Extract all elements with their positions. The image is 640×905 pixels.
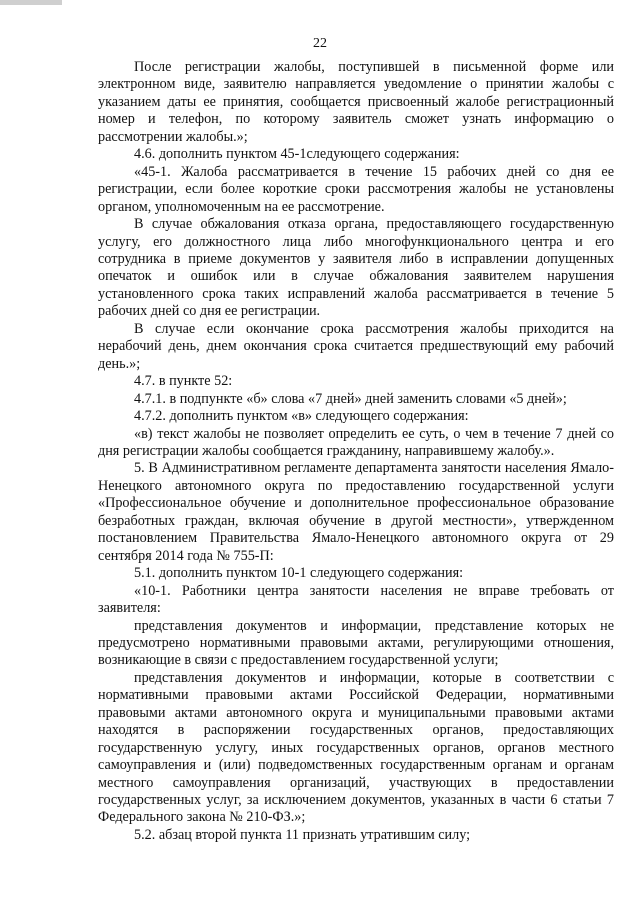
paragraph-5-1: 5.1. дополнить пунктом 10-1 следующего содержания: xyxy=(134,565,464,582)
paragraph-documents-not-required: представления документов и информации, представление которых не предусмотрено нормативными правовыми актами, регулирующими отношения, возникающие в связи с предоставлением государственной услуги; xyxy=(98,617,614,669)
paragraph-registration-notice: После регистрации жалобы, поступившей в письменной форме или электронном виде, заявителю направляется уведомление о принятии жалобы с указанием даты ее принятия, сообщается присвоенный жалобе регистрационный номер и телефон, по которому заявитель сможет узнать информацию о рассмотрении жалобы.»; xyxy=(98,59,614,145)
document-body xyxy=(98,59,614,844)
paragraph-non-working-day: В случае если окончание срока рассмотрения жалобы приходится на нерабочий день, днем окончания срока считается предшествующий ему рабочий день.»; xyxy=(98,320,614,372)
scan-corner-mark xyxy=(0,0,62,5)
paragraph-documents-in-possession: представления документов и информации, которые в соответствии с нормативными правовыми актами Российской Федерации, нормативными правовыми актами автономного округа и муниципальными правовыми актами находятся в распоряжении государственных органов, предоставляющих государственную услугу, иных государственных органов, органов местного самоуправления и (или) подведомственных государственным органам и органам местного самоуправления организаций, участвующих в предоставлении государственных услуг, за исключением документов, указанных в части 6 статьи 7 Федерального закона № 210-ФЗ.»; xyxy=(98,669,614,826)
paragraph-4-7: 4.7. в пункте 52: xyxy=(134,373,233,390)
page-number: 22 xyxy=(313,36,327,51)
paragraph-4-6: 4.6. дополнить пунктом 45-1следующего содержания: xyxy=(134,146,460,163)
paragraph-subitem-v: «в) текст жалобы не позволяет определить ее суть, о чем в течение 7 дней со дня регистрации жалобы сообщается гражданину, направившему жалобу.». xyxy=(98,425,614,459)
paragraph-45-1: «45-1. Жалоба рассматривается в течение 15 рабочих дней со дня ее регистрации, если более короткие сроки рассмотрения жалобы не установлены органом, уполномоченным на ее рассмотрение. xyxy=(98,163,614,215)
paragraph-appeal-refusal: В случае обжалования отказа органа, предоставляющего государственную услугу, его должностного лица либо многофункционального центра и его сотрудника в приеме документов у заявителя либо в исправлении допущенных опечаток и ошибок или в случае обжалования заявителем нарушения установленного срока таких исправлений жалоба рассматривается в течение 5 рабочих дней со дня ее регистрации. xyxy=(98,216,614,320)
paragraph-5: 5. В Административном регламенте департамента занятости населения Ямало-Ненецкого автономного округа по предоставлению государственной услуги «Профессиональное обучение и дополнительное профессиональное образование безработных граждан, включая обучение в другой местности», утвержденном постановлением Правительства Ямало-Ненецкого автономного округа от 29 сентября 2014 года № 755-П: xyxy=(98,460,614,564)
paragraph-4-7-2: 4.7.2. дополнить пунктом «в» следующего содержания: xyxy=(134,408,469,425)
paragraph-4-7-1: 4.7.1. в подпункте «б» слова «7 дней» дней заменить словами «5 дней»; xyxy=(134,390,567,407)
paragraph-5-2: 5.2. абзац второй пункта 11 признать утратившим силу; xyxy=(134,826,471,843)
paragraph-10-1: «10-1. Работники центра занятости населения не вправе требовать от заявителя: xyxy=(98,582,614,617)
